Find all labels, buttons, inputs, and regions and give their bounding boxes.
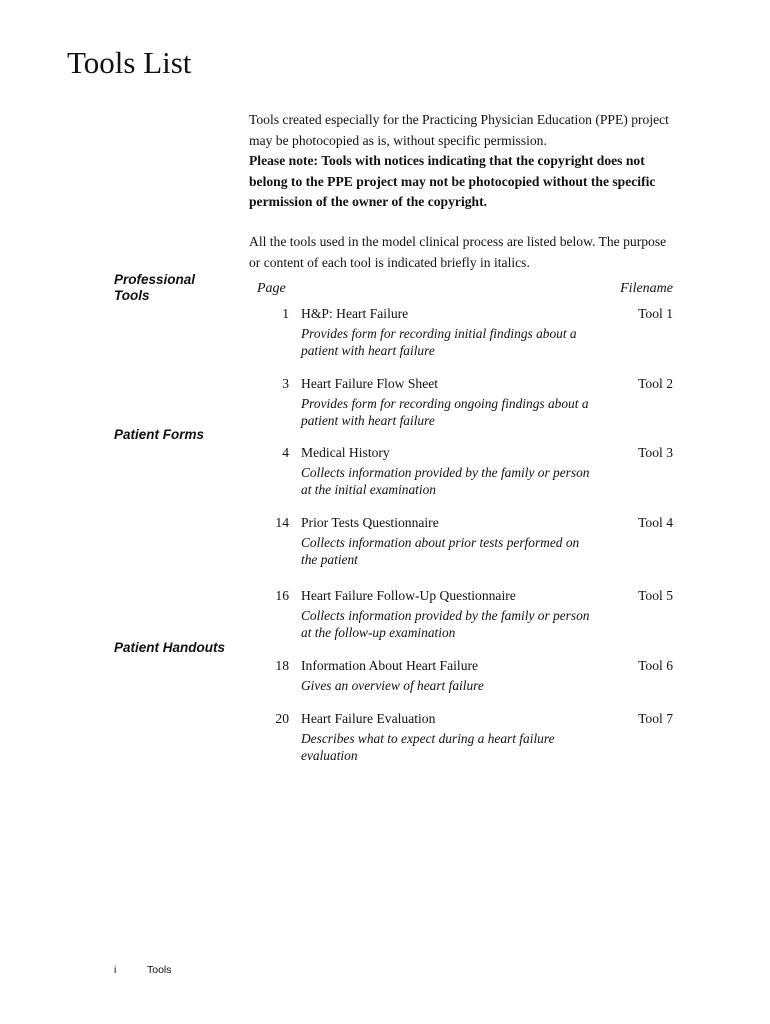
footer-page-number: i: [114, 964, 117, 976]
tool-page-number: 4: [282, 445, 289, 460]
tool-title[interactable]: Heart Failure Follow-Up Questionnaire: [301, 588, 516, 603]
tool-filename: Tool 3: [638, 445, 673, 460]
intro-text: [249, 110, 679, 273]
tool-description: Collects information about prior tests performed on the patient: [301, 535, 580, 567]
tool-title[interactable]: Heart Failure Evaluation: [301, 711, 436, 726]
tool-page-number: 3: [282, 376, 289, 391]
tool-page-number: 18: [275, 658, 289, 673]
tool-filename: Tool 6: [638, 658, 673, 673]
column-header-page: Page: [257, 281, 286, 296]
tool-description: Gives an overview of heart failure: [301, 678, 484, 693]
section-patient-forms: Patient Forms: [114, 427, 205, 442]
footer-section-name: Tools: [147, 964, 172, 976]
tool-page-number: 16: [275, 588, 289, 603]
tool-description: Collects information provided by the family or person at the initial examination: [301, 465, 590, 497]
tool-title[interactable]: Information About Heart Failure: [301, 658, 479, 673]
tool-page-number: 14: [275, 515, 289, 530]
tool-page-number: 1: [282, 306, 289, 321]
tool-description: Provides form for recording ongoing findings about a patient with heart failure: [301, 396, 589, 428]
tool-filename: Tool 1: [638, 306, 673, 321]
tool-filename: Tool 5: [638, 588, 673, 603]
tool-filename: Tool 7: [638, 711, 673, 726]
tool-description: Provides form for recording initial findings about a patient with heart failure: [301, 326, 577, 358]
tool-title[interactable]: Medical History: [301, 445, 390, 460]
intro-permission-text: Tools created especially for the Practicing Physician Education (PPE) project may be photocopied as is, without specific permission.: [249, 112, 669, 148]
tool-title[interactable]: Prior Tests Questionnaire: [301, 515, 439, 530]
section-professional-tools: Professional Tools: [114, 272, 196, 303]
tool-title[interactable]: Heart Failure Flow Sheet: [301, 376, 439, 391]
tool-title[interactable]: H&P: Heart Failure: [301, 306, 409, 321]
tool-description: Describes what to expect during a heart failure evaluation: [301, 731, 555, 763]
copyright-note: Please note: Tools with notices indicating that the copyright does not belong to the PPE project may not be photocopied without the specific permission of the owner of the copyright.: [249, 153, 656, 210]
tool-page-number: 20: [275, 711, 289, 726]
intro-list-description: All the tools used in the model clinical process are listed below. The purpose or content of each tool is indicated briefly in italics.: [249, 233, 667, 270]
column-header-filename: Filename: [620, 281, 673, 296]
tool-filename: Tool 2: [638, 376, 673, 391]
section-patient-handouts: Patient Handouts: [114, 640, 226, 655]
tool-description: Collects information provided by the family or person at the follow-up examination: [301, 608, 590, 640]
tool-filename: Tool 4: [638, 515, 673, 530]
page-title: Tools List: [67, 45, 192, 80]
